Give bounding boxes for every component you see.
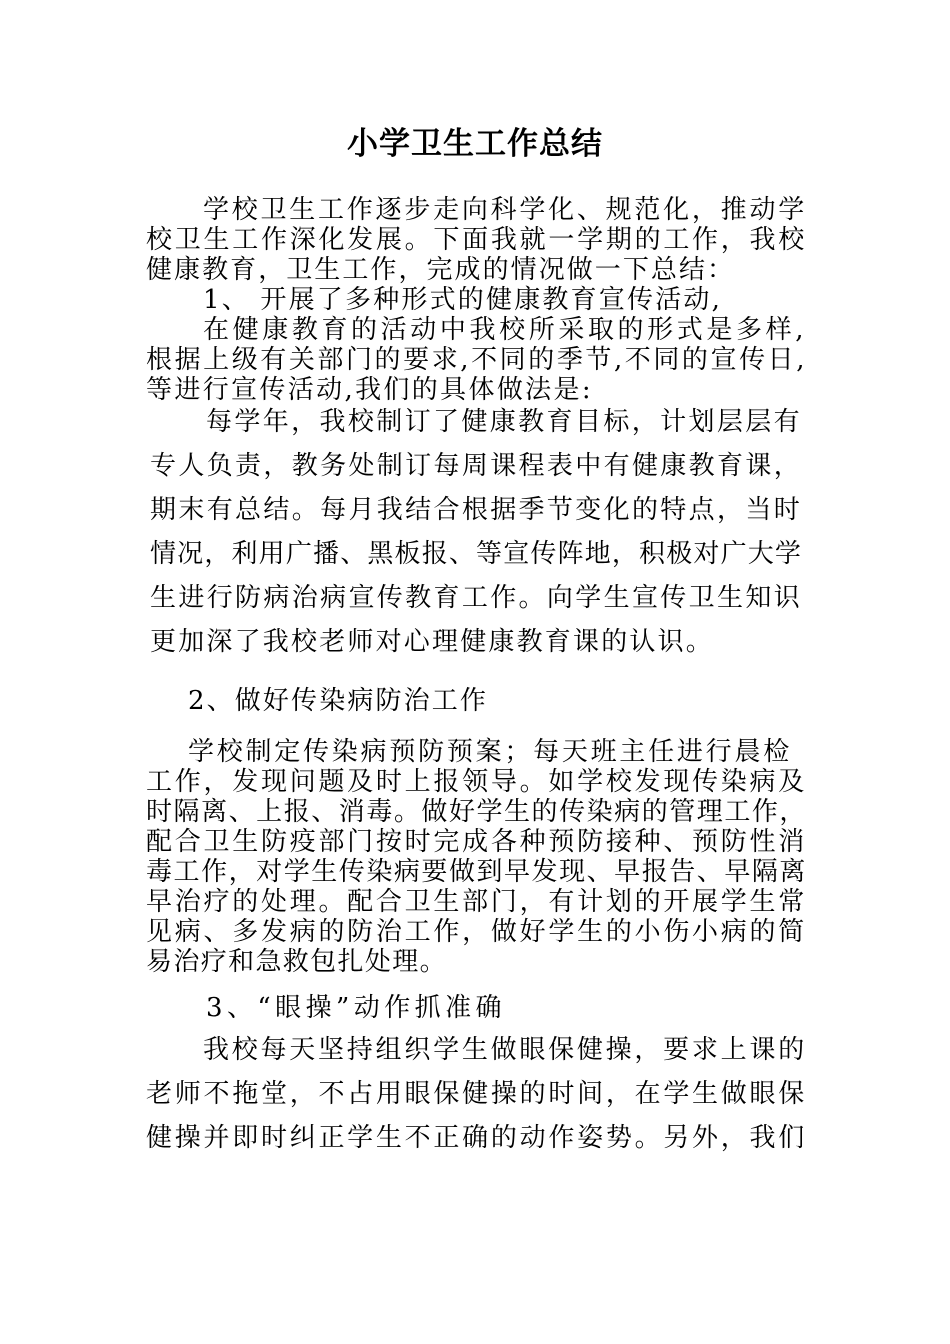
paragraph-line: 健康教育，卫生工作，完成的情况做一下总结： [146,255,736,285]
paragraph-line: 时隔离、上报、消毒。做好学生的传染病的管理工作， [146,797,807,827]
paragraph-line: 每学年，我校制订了健康教育目标，计划层层有 [206,407,802,437]
paragraph-line: 专人负责，教务处制订每周课程表中有健康教育课， [150,451,803,481]
paragraph-line: 易治疗和急救包扎处理。 [146,947,447,977]
section-heading: 3、“眼操”动作抓准确 [206,993,506,1023]
paragraph-line: 见病、多发病的防治工作，做好学生的小伤小病的简 [146,917,808,947]
document-title: 小学卫生工作总结 [347,126,603,162]
paragraph-line: 学校卫生工作逐步走向科学化、规范化，推动学 [203,195,807,225]
paragraph-line: 配合卫生防疫部门按时完成各种预防接种、预防性消 [146,827,808,857]
paragraph-line: 期末有总结。每月我结合根据季节变化的特点，当时 [150,495,803,525]
paragraph-line: 健操并即时纠正学生不正确的动作姿势。另外，我们 [146,1123,808,1153]
paragraph-line: 等进行宣传活动,我们的具体做法是: [146,375,593,405]
paragraph-line: 更加深了我校老师对心理健康教育课的认识。 [150,627,715,657]
paragraph-line: 生进行防病治病宣传教育工作。向学生宣传卫生知识 [150,583,803,613]
paragraph-line: 根据上级有关部门的要求,不同的季节,不同的宣传日, [146,345,808,375]
paragraph-line: 毒工作，对学生传染病要做到早发现、早报告、早隔离 [146,857,807,887]
paragraph-line: 学校制定传染病预防预案；每天班主任进行晨检 [188,737,792,767]
paragraph-line: 工作，发现问题及时上报领导。如学校发现传染病及 [146,767,808,797]
paragraph-line: 我校每天坚持组织学生做眼保健操，要求上课的 [203,1035,807,1065]
paragraph-line: 在健康教育的活动中我校所采取的形式是多样, [203,315,808,345]
paragraph-line: 校卫生工作深化发展。下面我就一学期的工作，我校 [146,225,808,255]
paragraph-line: 情况，利用广播、黑板报、等宣传阵地，积极对广大学 [150,539,803,569]
section-heading: 1、 开展了多种形式的健康教育宣传活动, [203,285,723,315]
paragraph-line: 早治疗的处理。配合卫生部门，有计划的开展学生常 [146,887,808,917]
paragraph-line: 老师不拖堂，不占用眼保健操的时间，在学生做眼保 [146,1079,808,1109]
section-heading: 2、做好传染病防治工作 [188,686,488,716]
